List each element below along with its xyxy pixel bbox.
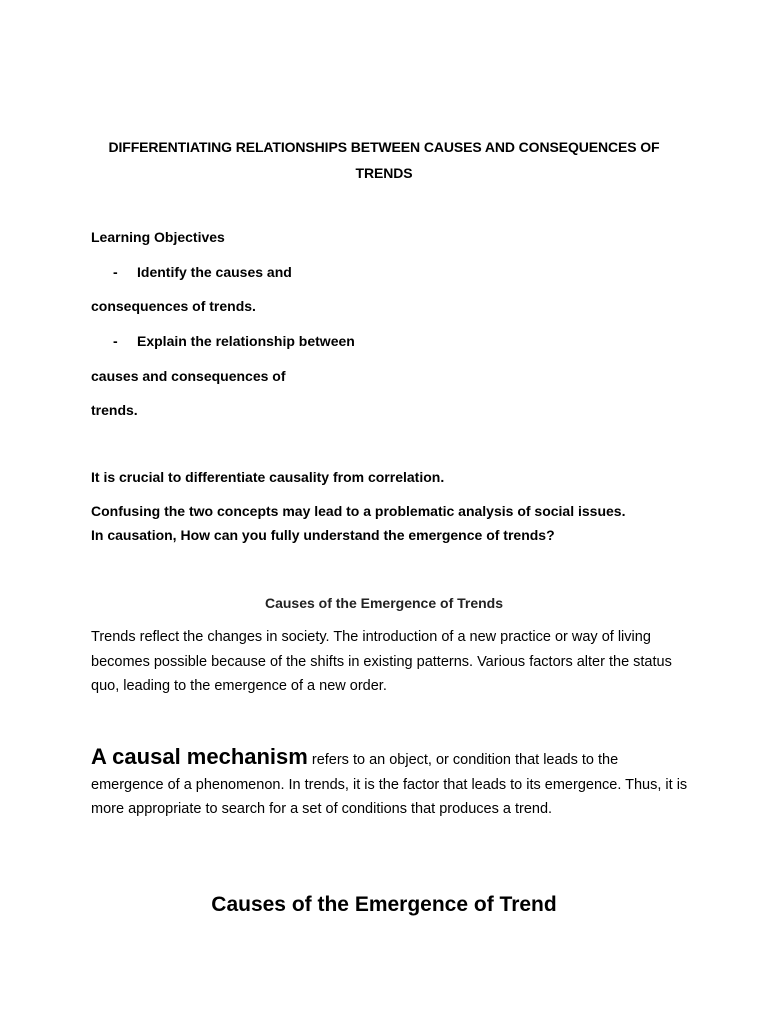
- section-heading-causes-trend: Causes of the Emergence of Trend: [211, 893, 557, 916]
- objective-1-line-2: consequences of trends.: [91, 298, 256, 314]
- objective-2-line-3: trends.: [91, 402, 138, 418]
- causal-mechanism-term: A causal mechanism: [91, 744, 308, 769]
- statement-causality: It is crucial to differentiate causality from correlation.: [91, 469, 445, 485]
- paragraph-trends: Trends reflect the changes in society. The introduction of a new practice or way of living becomes possible because of the shifts in existing patterns. Various factors alter the status quo, leading to the emergence of a new order.: [91, 629, 672, 694]
- objectives-heading: Learning Objectives: [91, 229, 225, 245]
- objective-2-line-2: causes and consequences of: [91, 368, 286, 384]
- bullet-dash-1: -: [113, 264, 118, 280]
- objective-2-line-1: Explain the relationship between: [137, 333, 355, 349]
- statement-causation-question: In causation, How can you fully understand the emergence of trends?: [91, 527, 555, 543]
- subheading-causes: Causes of the Emergence of Trends: [264, 595, 504, 611]
- document-title: DIFFERENTIATING RELATIONSHIPS BETWEEN CAUSES AND CONSEQUENCES OF TRENDS: [108, 139, 660, 181]
- paragraph-causal-mechanism: [91, 745, 691, 822]
- objective-1-line-1: Identify the causes and: [137, 264, 292, 280]
- causal-mechanism-definition: refers to an object, or condition that leads to the emergence of a phenomenon. In trends, it is the factor that leads to its emergence. Thus, it is more appropriate to search for a set of conditions that produces a trend.: [91, 752, 688, 817]
- statement-confusing: Confusing the two concepts may lead to a problematic analysis of social issues.: [91, 503, 626, 519]
- bullet-dash-2: -: [113, 333, 118, 349]
